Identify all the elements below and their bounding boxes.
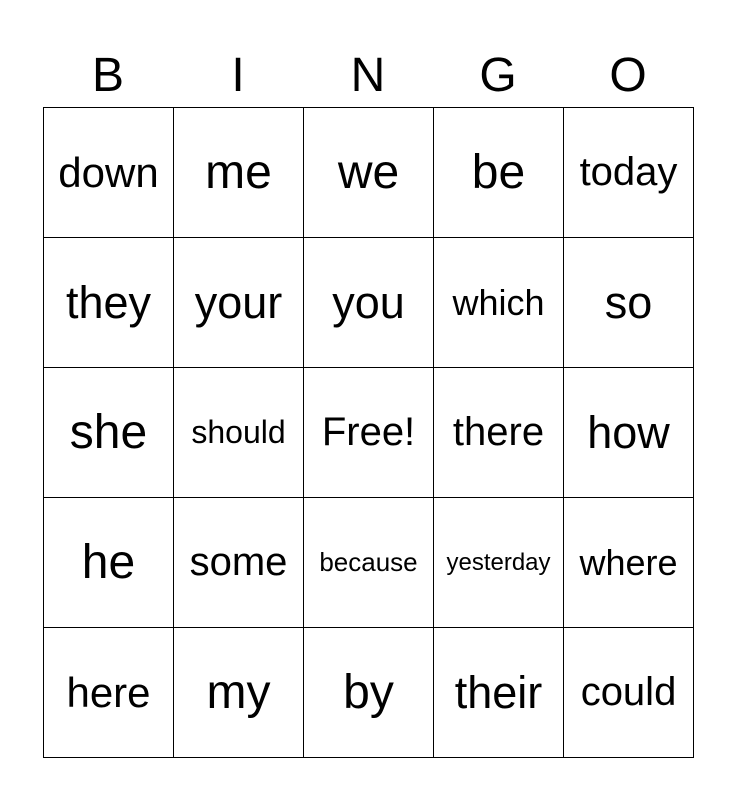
bingo-cell[interactable]: he (44, 498, 174, 628)
header-letter-o: O (609, 49, 647, 102)
bingo-cell[interactable]: because (304, 498, 434, 628)
bingo-cell[interactable]: where (564, 498, 694, 628)
bingo-cell[interactable]: your (174, 238, 304, 368)
bingo-cell[interactable]: which (434, 238, 564, 368)
bingo-cell[interactable]: their (434, 628, 564, 758)
bingo-cell[interactable]: should (174, 368, 304, 498)
bingo-board (43, 107, 694, 758)
free-space-cell[interactable]: Free! (304, 368, 434, 498)
bingo-cell[interactable]: today (564, 108, 694, 238)
header-letter-n: N (350, 49, 386, 102)
bingo-cell[interactable]: could (564, 628, 694, 758)
bingo-header (43, 44, 693, 108)
bingo-cell[interactable]: by (304, 628, 434, 758)
bingo-cell[interactable]: you (304, 238, 434, 368)
bingo-cell[interactable]: be (434, 108, 564, 238)
bingo-cell[interactable]: there (434, 368, 564, 498)
header-letter-g: G (479, 49, 517, 102)
bingo-cell[interactable]: they (44, 238, 174, 368)
bingo-cell[interactable]: we (304, 108, 434, 238)
bingo-cell[interactable]: my (174, 628, 304, 758)
bingo-cell[interactable]: so (564, 238, 694, 368)
header-letter-b: B (91, 49, 124, 102)
bingo-cell[interactable]: she (44, 368, 174, 498)
bingo-cell[interactable]: some (174, 498, 304, 628)
bingo-cell[interactable]: me (174, 108, 304, 238)
bingo-cell[interactable]: yesterday (434, 498, 564, 628)
bingo-cell[interactable]: how (564, 368, 694, 498)
bingo-cell[interactable]: here (44, 628, 174, 758)
bingo-cell[interactable]: down (44, 108, 174, 238)
header-letter-i: I (231, 49, 245, 102)
